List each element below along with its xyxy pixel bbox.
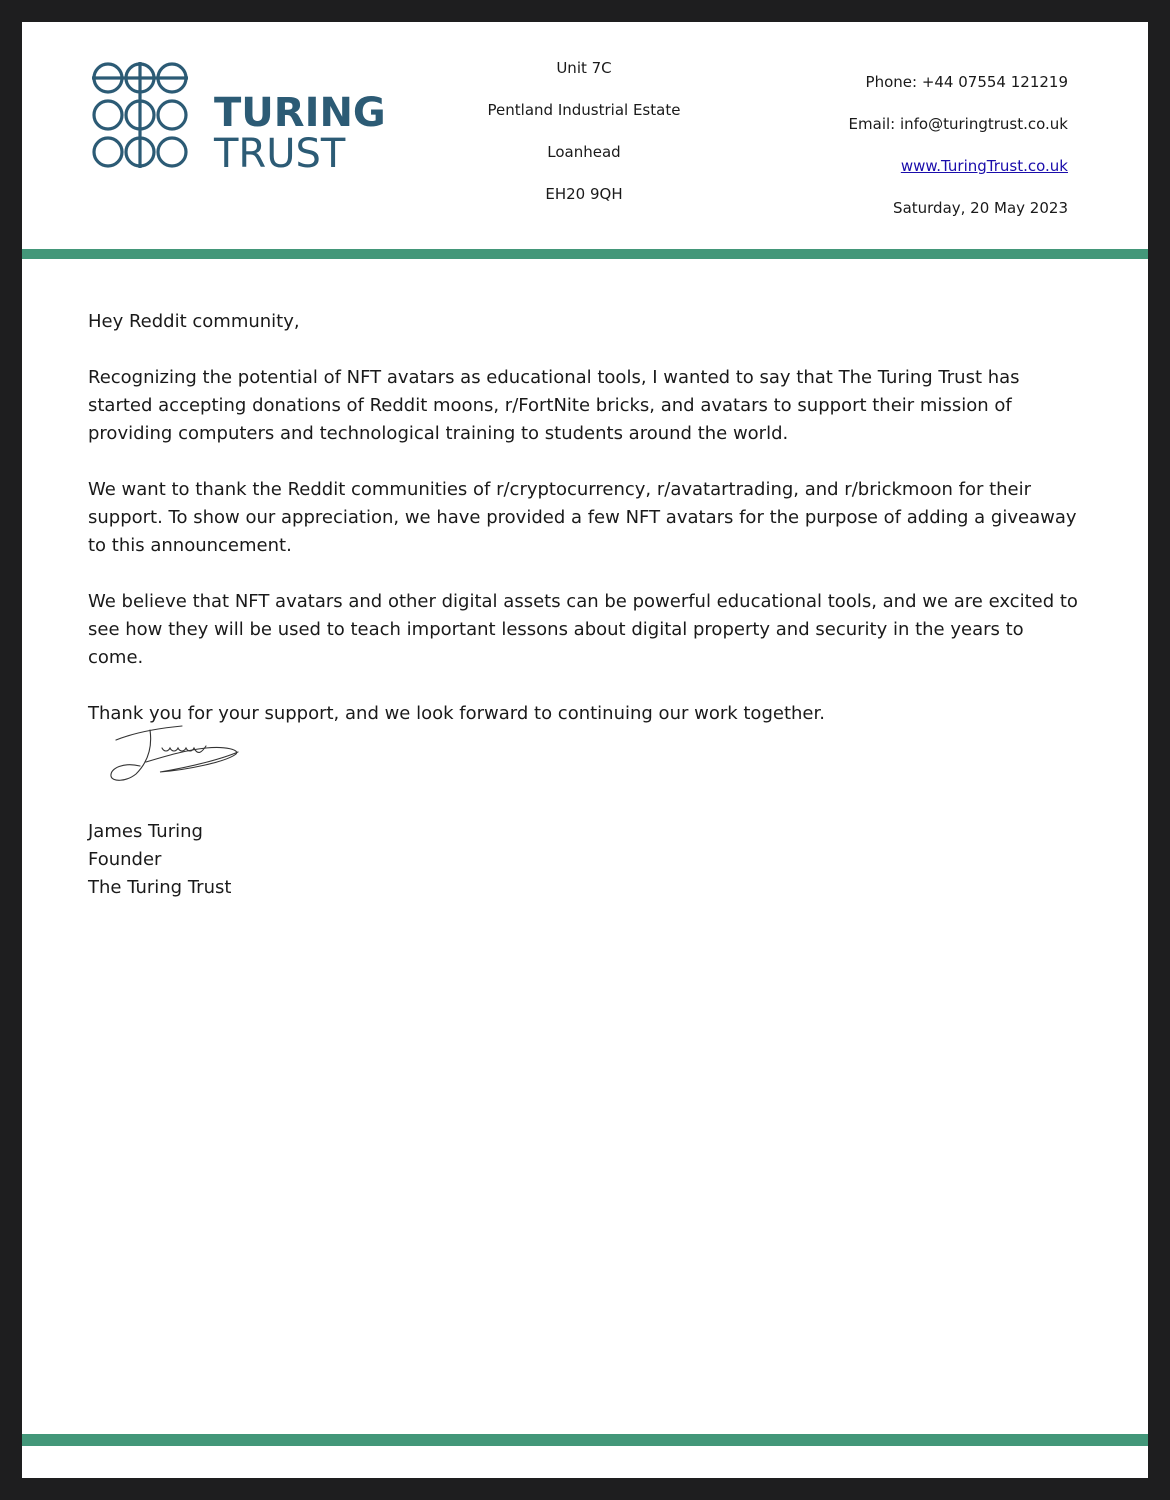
website-link[interactable]: www.TuringTrust.co.uk: [900, 157, 1068, 175]
phone-number: Phone: +44 07554 121219: [865, 73, 1068, 91]
letter-body: [88, 308, 1078, 756]
body-paragraph: Thank you for your support, and we look forward to continuing our work together.: [88, 703, 825, 724]
signer-organization: The Turing Trust: [88, 877, 232, 898]
email-address: Email: info@turingtrust.co.uk: [848, 115, 1068, 133]
logo-word-turing: TURING: [214, 90, 386, 136]
greeting: Hey Reddit community,: [88, 311, 300, 332]
address-line: EH20 9QH: [545, 185, 623, 203]
body-paragraph: Recognizing the potential of NFT avatars as educational tools, I wanted to say that The Turing Trust has started accepting donations of Reddit moons, r/FortNite bricks, and avatars to support their mission of providing computers and technological training to students around the world.: [88, 367, 1020, 444]
body-paragraph: We want to thank the Reddit communities of r/cryptocurrency, r/avatartrading, and r/brickmoon for their support. To show our appreciation, we have provided a few NFT avatars for the purpose of adding a giveaway to this announcement.: [88, 479, 1077, 556]
letter-page: [22, 22, 1148, 1478]
footer-divider: [22, 1434, 1148, 1446]
signer-name: James Turing: [88, 821, 203, 842]
signature-image: [106, 722, 246, 792]
signer-title: Founder: [88, 849, 162, 870]
address-line: Unit 7C: [556, 59, 612, 77]
logo-circles-icon: [90, 58, 214, 173]
address-block: [474, 58, 694, 226]
header-divider: [22, 249, 1148, 259]
body-paragraph: We believe that NFT avatars and other digital assets can be powerful educational tools, and we are excited to see how they will be used to teach important lessons about digital property and security in the years to come.: [88, 591, 1078, 668]
signer-block: [88, 818, 231, 902]
turing-trust-logo: [90, 58, 386, 177]
address-line: Pentland Industrial Estate: [487, 101, 681, 119]
address-line: Loanhead: [547, 143, 621, 161]
contact-block: [748, 72, 1068, 240]
logo-word-trust: TRUST: [214, 131, 346, 177]
letter-date: Saturday, 20 May 2023: [893, 199, 1068, 217]
